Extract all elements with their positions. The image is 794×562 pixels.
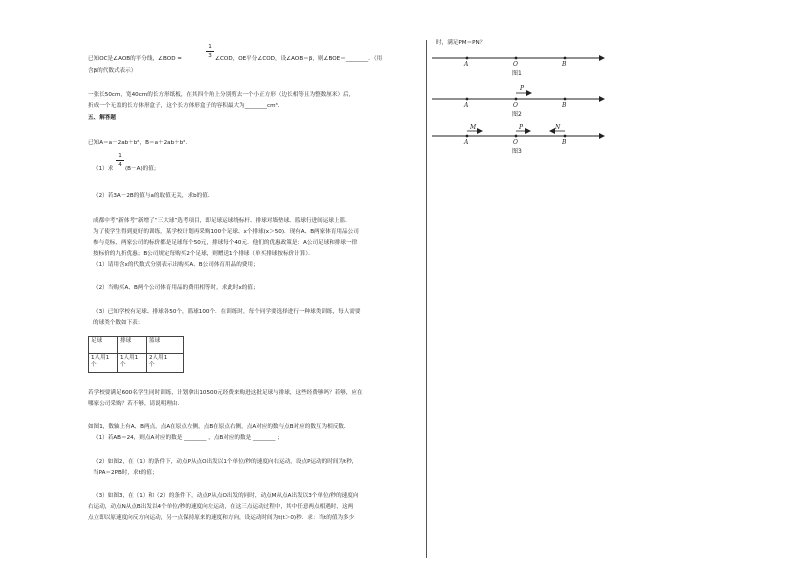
point-a-label: A bbox=[464, 139, 469, 146]
figure-1 bbox=[432, 57, 604, 77]
point-a-dot bbox=[466, 135, 469, 138]
q1-part1-suffix: (B－A)的值； bbox=[125, 166, 160, 172]
q2-part1: （1）请用含x的代数式分别表示出购买A、B公司体育用品的费用； bbox=[93, 262, 259, 268]
point-o-dot bbox=[515, 135, 518, 138]
point-o-label: O bbox=[513, 61, 518, 68]
q3-part3-line3: 点立即以原速度向反方向运动，另一点保持原来的速度和方向，设运动时间为t(t＞0)秒．求：当t的值为多少 bbox=[88, 515, 355, 521]
figure-3 bbox=[432, 124, 604, 155]
point-a-label: A bbox=[464, 102, 469, 109]
q2-line1: 成都中考“新体考”新增了“三大球”选考项目，即足球运球绕标杆、排球对墙垫球、篮球行进间运球上篮． bbox=[93, 218, 351, 224]
figure-2 bbox=[432, 85, 604, 118]
q1-part2: （2）若3A－2B的值与a的取值无关，求b的值． bbox=[93, 193, 214, 199]
point-o-label: O bbox=[513, 102, 518, 109]
q3-part2-line2: 当PA＝2PB时，求t的值； bbox=[93, 470, 158, 476]
q3-part3-line2: 右运动，动点N从点B出发以4个单位/秒的速度向左运动，在这三点运动过程中，其中任意两点相遇时，这两 bbox=[88, 504, 354, 510]
q2-line4: 按标价的九折优惠；B公司规定每购买2个足球，则赠送1个排球（单买排球按标价计算）． bbox=[93, 251, 314, 257]
figure-1-caption: 图1 bbox=[512, 70, 522, 77]
point-p-label: P bbox=[520, 85, 525, 92]
point-b-label: B bbox=[562, 102, 567, 109]
table-cell-football: 1人用1 个 bbox=[89, 354, 118, 373]
q2-part3-line3: 若学校要满足600名学生同时训练，计划拿出10500元经费来购进这批足球与排球，这些经费够吗？若够，应在 bbox=[88, 390, 363, 396]
q-angle-frac-num: 1 bbox=[208, 44, 212, 50]
section-title-5: 五、解答题 bbox=[88, 115, 116, 121]
q1-frac-den: 4 bbox=[118, 162, 122, 168]
q1-given: 已知A＝a－2ab＋b²，B＝a＋2ab＋b²． bbox=[88, 140, 192, 146]
q-angle-line1b: ∠COD，OE平分∠COD，设∠AOB＝β，则∠BOE＝________．（用 bbox=[215, 56, 383, 62]
point-a-label: A bbox=[464, 61, 469, 68]
q1-part1-prefix: （1）求 bbox=[93, 166, 114, 172]
point-b-dot bbox=[564, 57, 567, 60]
q-angle-frac-den: 3 bbox=[208, 53, 212, 59]
q3-continuation: 时，满足PM＝PN？ bbox=[436, 40, 486, 46]
point-n-label: N bbox=[555, 124, 561, 131]
q2-part3-line2: 的球类个数如下表： bbox=[93, 320, 144, 326]
point-b-dot bbox=[564, 135, 567, 138]
q-angle-line1a: 已知OC是∠AOB的平分线，∠BOD = bbox=[88, 56, 182, 62]
point-o-dot bbox=[515, 98, 518, 101]
table-cell-volleyball: 1人用1 个 bbox=[118, 354, 147, 373]
point-b-label: B bbox=[562, 61, 567, 68]
table-head-basketball: 篮球 bbox=[147, 337, 184, 354]
point-b-label: B bbox=[562, 139, 567, 146]
q3-part3-line1: （3）如图3，在（1）和（2）的条件下，动点P从点O出发的同时，动点M从点A出发以3个单位/秒的速度向 bbox=[93, 493, 359, 499]
point-b-dot bbox=[564, 98, 567, 101]
table-head-volleyball: 排球 bbox=[118, 337, 147, 354]
q-box-line1: 一张长50cm，宽40cm的长方形纸板，在其四个角上分别剪去一个小正方形（边长相等且为整数厘米）后， bbox=[88, 92, 355, 98]
point-m-label: M bbox=[470, 124, 477, 131]
figure-3-caption: 图3 bbox=[512, 148, 522, 155]
q1-frac-num: 1 bbox=[118, 153, 122, 159]
q3-part1: （1）若AB＝24，则点A对应的数是 ________ ，点B对应的数是 ________ ； bbox=[93, 435, 283, 441]
q-angle-line2: 含β的代数式表示） bbox=[88, 68, 137, 74]
q2-line2: 为了使学生得到更好的训练，某学校计划再采购100个足球、x个排球(x＞50)．现有A、B两家体育用品公司 bbox=[93, 229, 359, 235]
q2-part2: （2）当购买A、B两个公司体育用品的费用相等时，求此时x的值； bbox=[93, 285, 259, 291]
q2-line3: 参与竞标，两家公司的标价都是足球每个50元，排球每个40元．他们的优惠政策是：A公司足球和排球一律 bbox=[93, 240, 358, 246]
q2-part3-line1: （3）已知学校有足球、排球各50个，篮球100个．在训练时，每个同学要选择进行一种球类训练，每人需要 bbox=[93, 309, 361, 315]
point-a-dot bbox=[466, 98, 469, 101]
q3-intro: 如图1，数轴上有A、B两点，点A在原点左侧，点B在原点右侧，点A对应的数与点B对应的数互为相反数． bbox=[88, 424, 350, 430]
table-cell-basketball: 2人用1 个 bbox=[147, 354, 184, 373]
point-o-label: O bbox=[513, 139, 518, 146]
figure-2-caption: 图2 bbox=[512, 111, 522, 118]
point-o-dot bbox=[515, 57, 518, 60]
q3-part2-line1: （2）如图2，在（1）的条件下，动点P从点O出发以1个单位/秒的速度向右运动，设点P运动的时间为t秒， bbox=[93, 459, 358, 465]
q-box-line2: 折成一个无盖的长方体形盒子，这个长方体形盒子的容积最大为________cm³． bbox=[88, 103, 284, 109]
table-head-football: 足球 bbox=[89, 337, 118, 354]
point-p-label: P bbox=[519, 124, 524, 131]
q2-part3-line4: 哪家公司采购？若不够，请说明理由． bbox=[88, 401, 184, 407]
point-a-dot bbox=[466, 57, 469, 60]
